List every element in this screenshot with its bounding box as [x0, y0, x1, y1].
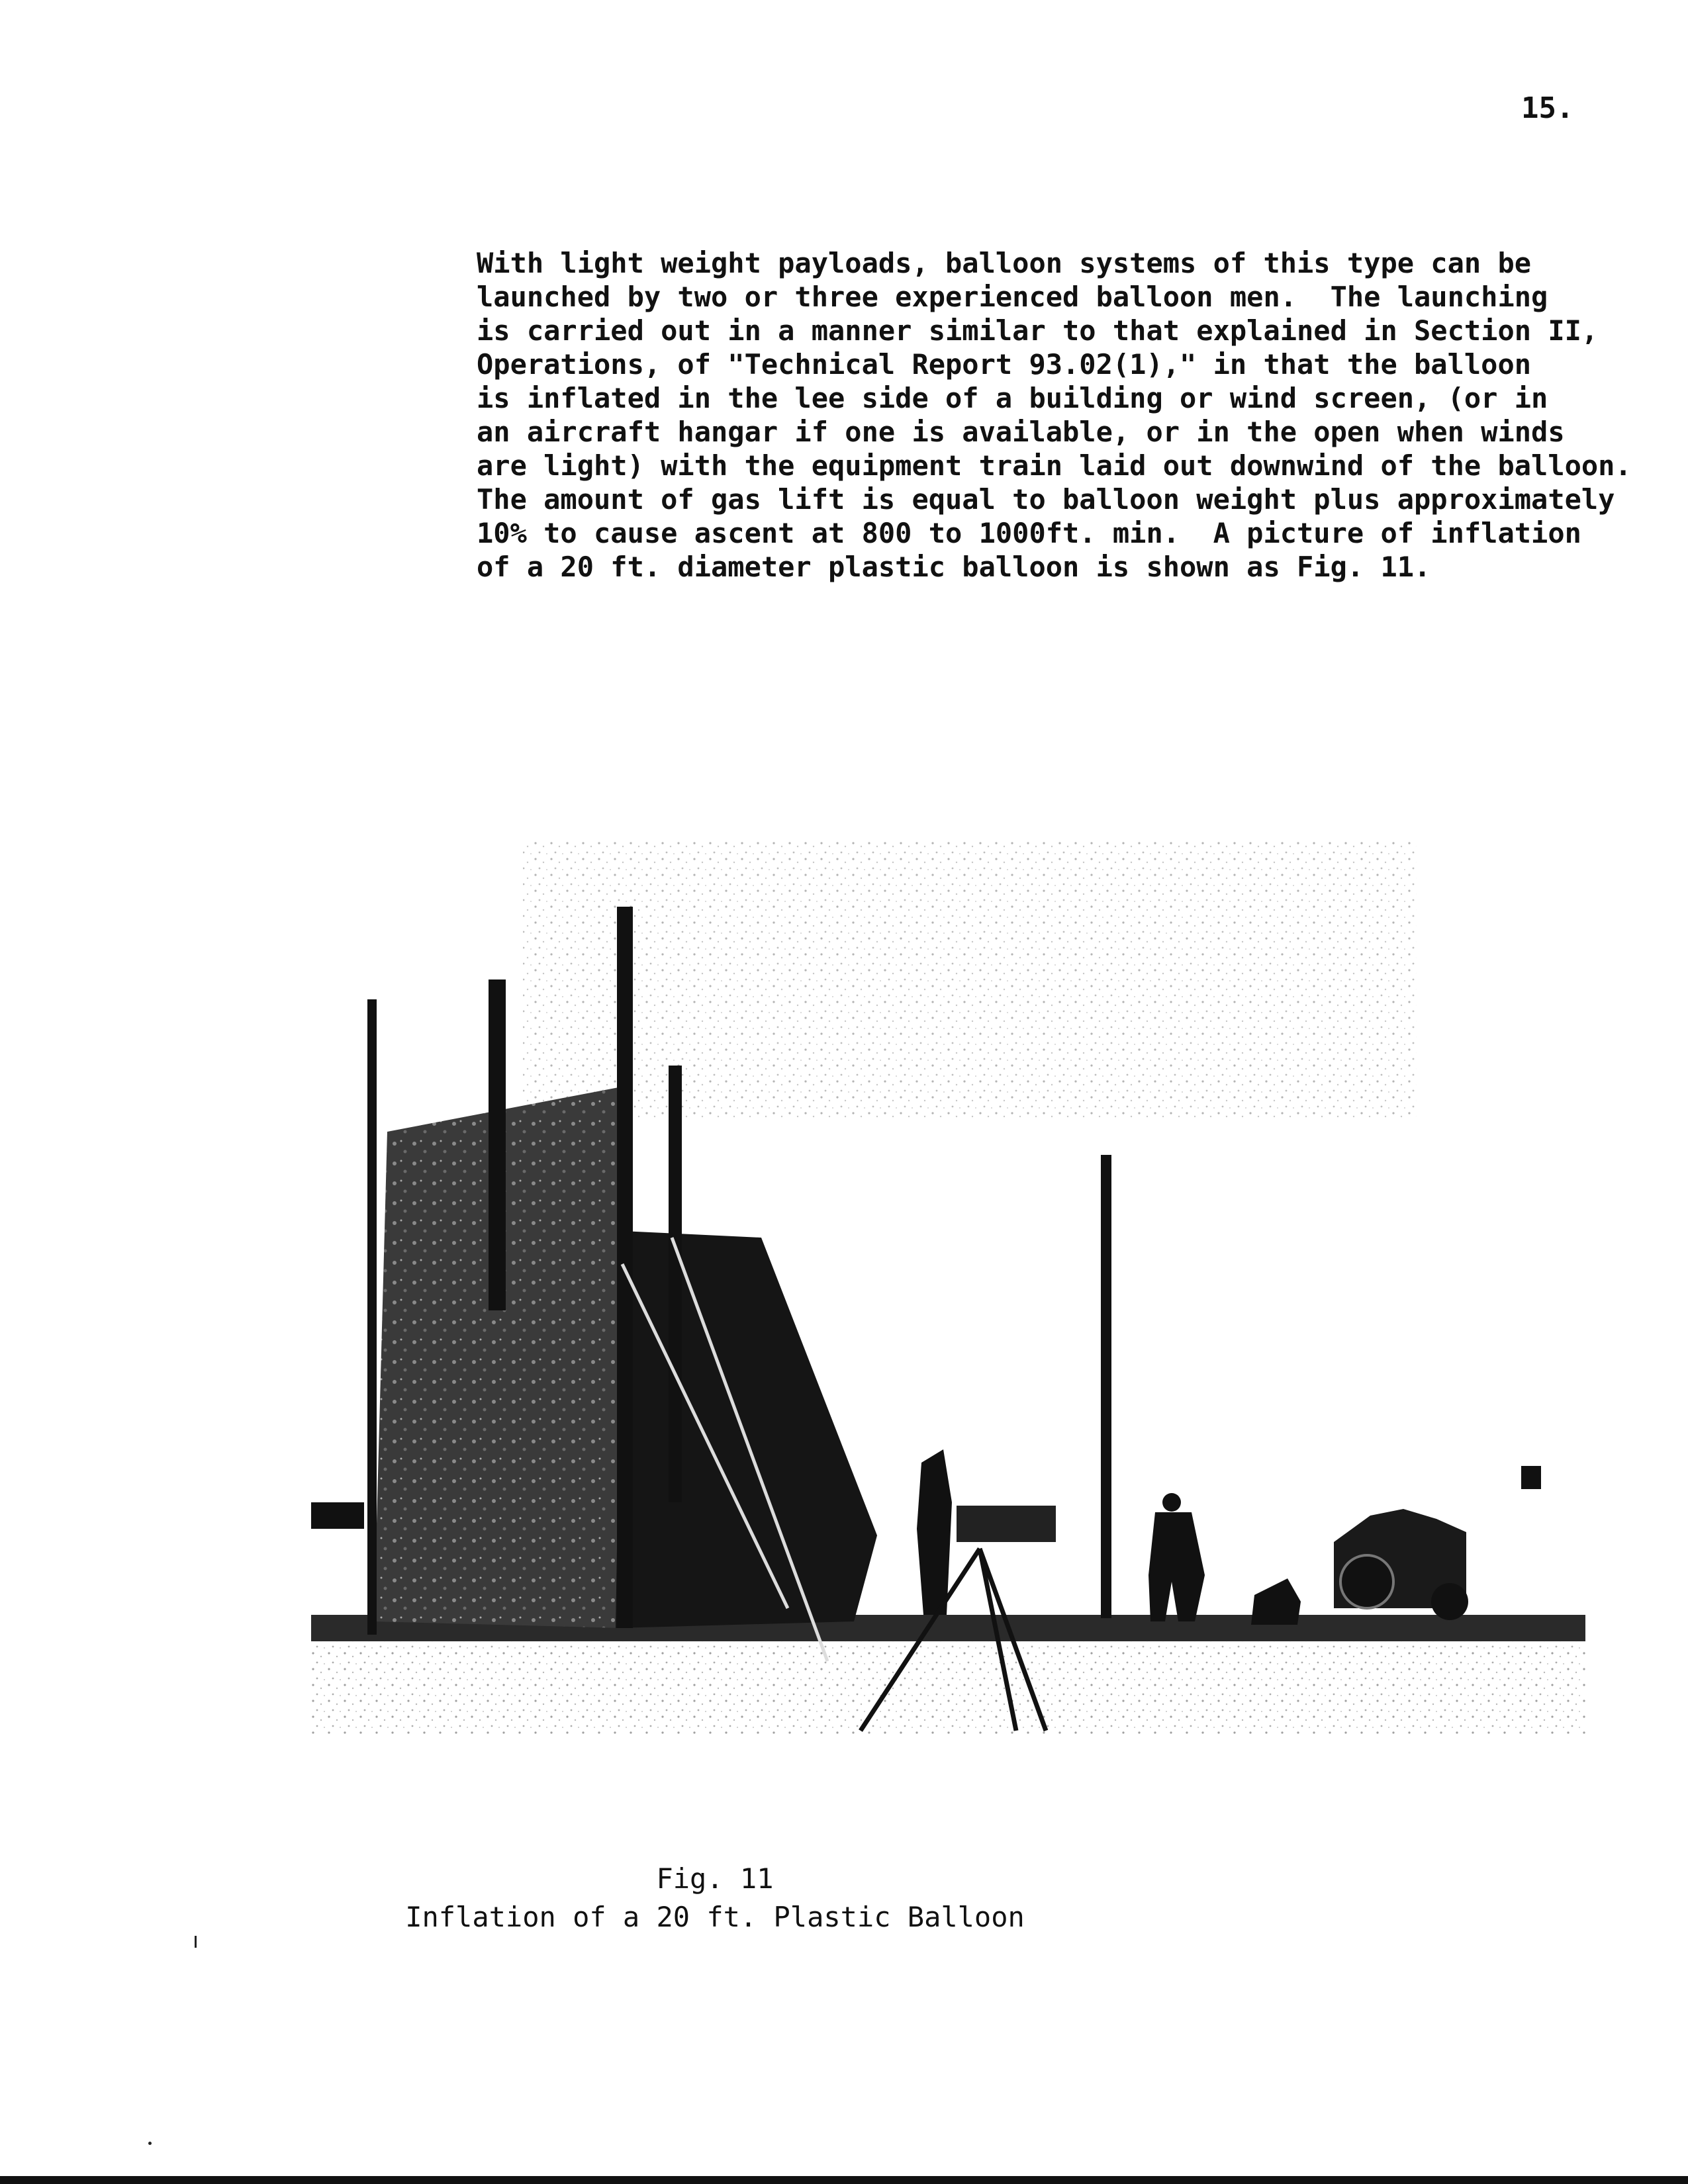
page-number: 15. — [1521, 91, 1574, 125]
jeep-wheel — [1431, 1583, 1468, 1620]
body-line: launched by two or three experienced balloon men. The launching — [477, 281, 1548, 313]
distant-figure — [1521, 1466, 1541, 1489]
body-paragraph — [477, 246, 1642, 584]
pole — [1101, 1155, 1111, 1618]
balloon-inflation-photo — [311, 841, 1585, 1741]
jeep-wheel — [1340, 1555, 1393, 1608]
pole — [367, 999, 377, 1635]
body-line: With light weight payloads, balloon systems of this type can be — [477, 247, 1532, 279]
body-line: is inflated in the lee side of a building or wind screen, (or in — [477, 382, 1548, 414]
person — [917, 1449, 952, 1615]
photo-graphic — [311, 841, 1585, 1741]
pole — [489, 979, 506, 1310]
body-line: an aircraft hangar if one is available, or in the open when winds — [477, 416, 1565, 448]
body-line: of a 20 ft. diameter plastic balloon is shown as Fig. 11. — [477, 551, 1431, 583]
ground-texture — [311, 1641, 1585, 1734]
distant-building — [311, 1502, 364, 1529]
body-line: Operations, of "Technical Report 93.02(1)," in that the balloon — [477, 348, 1532, 381]
figure-caption — [0, 1860, 1430, 1936]
scan-mark — [148, 2142, 152, 2145]
sky-texture — [523, 841, 1417, 1118]
body-line: are light) with the equipment train laid out downwind of the balloon. — [477, 449, 1632, 482]
figure-title: Inflation of a 20 ft. Plastic Balloon — [405, 1901, 1025, 1933]
body-line: 10% to cause ascent at 800 to 1000ft. min. A picture of inflation — [477, 517, 1581, 549]
person-head — [1162, 1493, 1181, 1512]
figure-label: Fig. 11 — [656, 1862, 774, 1895]
pole — [669, 1066, 682, 1502]
distant-shed — [957, 1506, 1056, 1542]
body-line: is carried out in a manner similar to that explained in Section II, — [477, 314, 1599, 347]
scan-edge — [0, 2176, 1688, 2184]
body-line: The amount of gas lift is equal to balloon weight plus approximately — [477, 483, 1615, 516]
scan-mark — [195, 1936, 197, 1948]
